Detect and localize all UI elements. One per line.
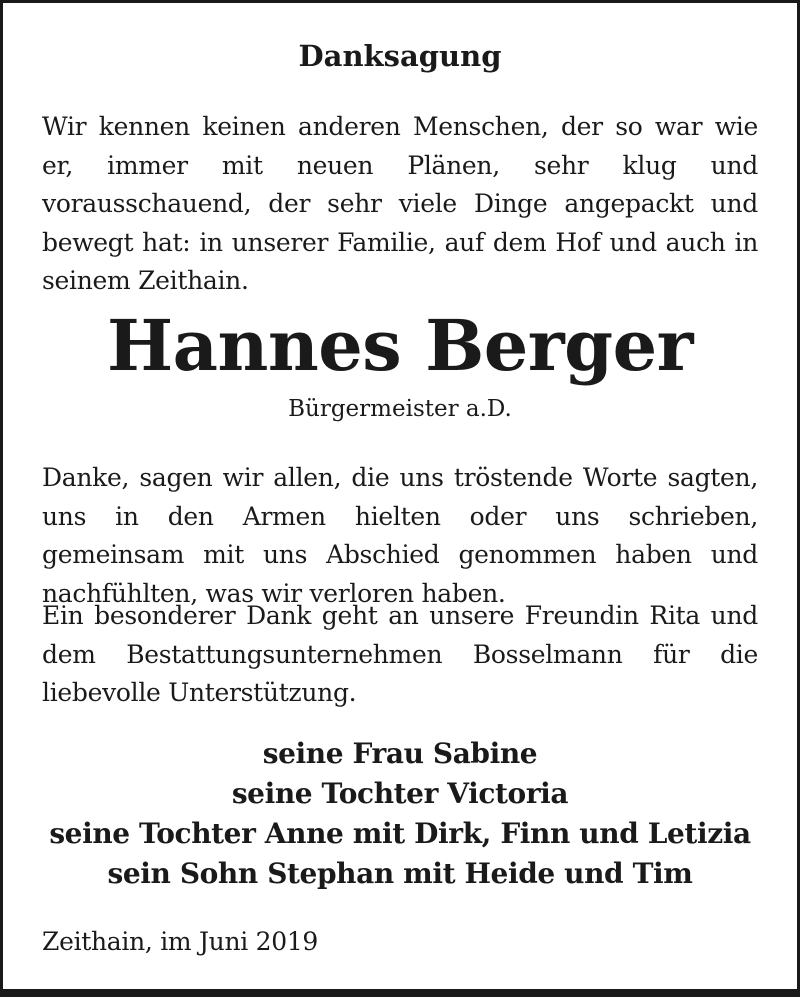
thanks-paragraph: Danke, sagen wir allen, die uns tröstende Worte sagten, uns in den Armen hielten oder uns schrieben, gemeinsam mit uns Abschied genommen haben und nachfühlten, was wir verloren haben. xyxy=(42,463,758,608)
family-line-wife: seine Frau Sabine xyxy=(262,737,538,770)
intro-paragraph: Wir kennen keinen anderen Menschen, der so war wie er, immer mit neuen Plänen, sehr klug und vorausschauend, der sehr viele Dinge angepackt und bewegt hat: in unserer Familie, auf dem Hof und auch in seinem Zeithain. xyxy=(42,112,758,295)
deceased-title: Bürgermeister a.D. xyxy=(288,396,512,422)
deceased-name: Hannes Berger xyxy=(106,304,694,387)
family-line-son-stephan: sein Sohn Stephan mit Heide und Tim xyxy=(107,857,693,890)
place-date: Zeithain, im Juni 2019 xyxy=(42,927,319,956)
family-signatures xyxy=(0,734,800,894)
family-line-daughter-anne: seine Tochter Anne mit Dirk, Finn und Letizia xyxy=(49,817,751,850)
special-thanks-paragraph: Ein besonderer Dank geht an unsere Freundin Rita und dem Bestattungsunternehmen Bosselmann für die liebevolle Unterstützung. xyxy=(42,601,758,707)
family-line-daughter-victoria: seine Tochter Victoria xyxy=(231,777,569,810)
notice-heading: Danksagung xyxy=(298,39,502,73)
